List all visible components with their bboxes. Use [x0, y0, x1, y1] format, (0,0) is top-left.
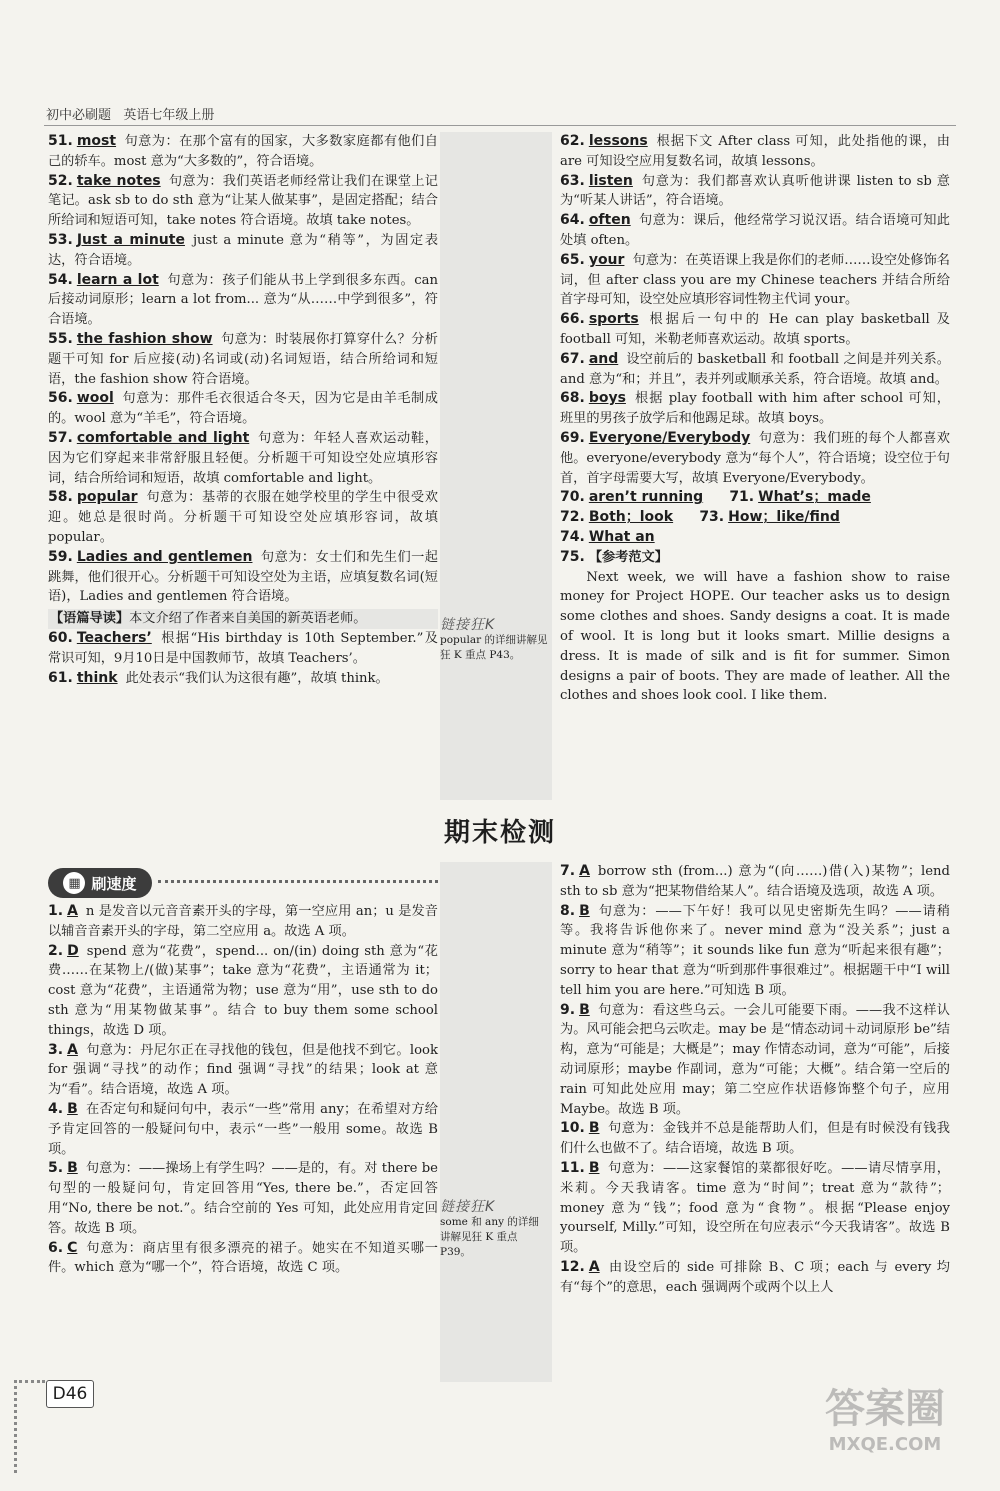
- item-answer: How；like/find: [728, 509, 840, 526]
- item-number: 66.: [560, 311, 585, 328]
- side-note-tag: 链接狂K: [440, 617, 496, 633]
- item-number: 70.: [560, 489, 585, 506]
- item-answer: Ladies and gentlemen: [76, 548, 253, 565]
- item-answer: sports: [588, 311, 639, 328]
- item-answer: Just a minute: [76, 231, 185, 248]
- passage-guide: [48, 609, 438, 629]
- item-answer: take notes: [76, 172, 161, 189]
- item-answer: your: [588, 251, 625, 268]
- item-answer: most: [76, 133, 117, 149]
- item-explanation: 句意为：丹尼尔正在寻找他的钱包，但是他找不到它。look for 强调“寻找”的动作；find 强调“寻找”的结果；look at 意为“看”。结合语境，故选 A 项。: [48, 1042, 438, 1098]
- item-answer: What’s；made: [758, 489, 871, 506]
- item-number: 52.: [48, 172, 73, 189]
- item-number: 68.: [560, 390, 585, 407]
- item-explanation: 此处表示“我们认为这很有趣”，故填 think。: [125, 670, 389, 686]
- item-number: 69.: [560, 429, 585, 446]
- answer-item: [560, 389, 950, 429]
- answer-item: [560, 350, 950, 390]
- item-explanation: 句意为：在那个富有的国家，大多数家庭都有他们自己的轿车。most 意为“大多数的”，符合语境。: [48, 134, 438, 169]
- item-explanation: 句意为：——下午好！我可以见史密斯先生吗？——请稍等。我将告诉他你来了。never mind 意为“没关系”；just a minute 意为“稍等”；it sounds like fun 意为“听起来很有趣”；sorry to hear that 意为“听到那件事很难过”。根据题干中“I will tell him you are here.”可知选 B 项。: [560, 903, 950, 998]
- side-strip-top: [440, 132, 552, 800]
- side-strip-bottom: [440, 862, 552, 1382]
- item-number: 74.: [560, 528, 585, 545]
- item-explanation: spend 意为“花费”，spend... on/(in) doing sth 意为“花费……在某物上/(做)某事”；take 意为“花费”，主语通常为 it；cost 意为“花费”，主语通常为物；use 意为“用”，use sth to do sth 意为“用某物做某事”。结合 to buy them some school things，故选 D 项。: [48, 943, 438, 1038]
- answer-item: [560, 1258, 950, 1298]
- item-explanation: 由设空后的 side 可排除 B、C 项；each 与 every 均有“每个”的意思，each 强调两个或两个以上人: [560, 1259, 950, 1295]
- item-number: 62.: [560, 133, 585, 149]
- answer-item: [48, 902, 438, 942]
- answers-bottom-left: [48, 902, 438, 1278]
- item-answer: B: [588, 1120, 600, 1137]
- dotted-divider: [158, 880, 438, 883]
- item-answer: A: [579, 863, 590, 879]
- answer-item: [560, 172, 950, 212]
- answer-item: [560, 902, 950, 1001]
- item-explanation: 句意为：看这些乌云。一会儿可能要下雨。——我不这样认为。风可能会把乌云吹走。may be 是“情态动词＋动词原形 be”结构，意为“可能是；大概是”；may 作情态动词，意为“可能”，后接动词原形；maybe 作副词，意为“可能；大概”。结合第一空后的 rain 可知此处应用 may；第二空应作状语修饰整个句子，应用 Maybe。故选 B 项。: [560, 1002, 950, 1117]
- item-explanation: borrow sth (from...) 意为“(向……)借(入)某物”；lend sth to sb 意为“把某物借给某人”。结合语境及选项，故选 A 项。: [560, 864, 950, 899]
- item-answer: A: [67, 903, 78, 919]
- header-subject: 英语七年级上册: [123, 108, 215, 123]
- item-number: 9.: [560, 1001, 576, 1018]
- side-note-tag: 链接狂K: [440, 1199, 496, 1215]
- item-explanation: 句意为：孩子们能从书上学到很多东西。can 后接动词原形；learn a lot from... 意为“从……中学到很多”，符合语境。: [48, 272, 438, 328]
- item-explanation: n 是发音以元音音素开头的字母，第一空应用 an；u 是发音以辅音音素开头的字母，第二空应用 a。故选 A 项。: [48, 904, 438, 939]
- answer-item: [560, 862, 950, 902]
- item-explanation: 句意为：女士们和先生们一起跳舞，他们很开心。分析题干可知设空处为主语，应填复数名词(短语)，Ladies and gentlemen 符合语境。: [48, 549, 438, 605]
- item-number: 3.: [48, 1041, 64, 1058]
- item-number: 58.: [48, 489, 73, 506]
- item-answer: Teachers’: [76, 629, 152, 646]
- item-answer: C: [67, 1239, 78, 1256]
- item-number: 73.: [699, 509, 725, 526]
- item-number: 75.: [560, 548, 585, 565]
- item-answer: wool: [76, 390, 114, 407]
- item-explanation: 句意为：课后，他经常学习说汉语。结合语境可知此处填 often。: [560, 213, 950, 248]
- item-number: 55.: [48, 330, 73, 347]
- answer-item: [560, 211, 950, 251]
- side-note-1: [440, 618, 548, 663]
- item-number: 71.: [729, 489, 755, 506]
- item-answer: boys: [588, 390, 626, 407]
- short-answer-row: [560, 508, 950, 528]
- item-answer: B: [579, 902, 590, 919]
- item-explanation: 设空前后的 basketball 和 football 之间是并列关系。and 意为“和；并且”，表并列或顺承关系，符合语境。故填 and。: [560, 351, 950, 387]
- item-explanation: just a minute 意为“稍等”，为固定表达，符合语境。: [48, 232, 438, 268]
- answers-top-left: [48, 132, 438, 688]
- item-number: 11.: [560, 1159, 585, 1176]
- guide-text: 本文介绍了作者来自美国的新英语老师。: [129, 611, 367, 627]
- item-answer: Both；look: [588, 509, 674, 526]
- item-number: 61.: [48, 669, 73, 686]
- item-explanation: 根据后一句中的 He can play basketball 及 football 可知，米勒老师喜欢运动。故填 sports。: [560, 312, 950, 347]
- item-number: 5.: [48, 1160, 64, 1177]
- item-answer: think: [76, 669, 118, 686]
- item-answer: comfortable and light: [76, 429, 250, 446]
- item-explanation: 句意为：年轻人喜欢运动鞋，因为它们穿起来非常舒服且轻便。分析题干可知设空处应填形容词，结合所给词和短语，故填 comfortable and light。: [48, 430, 438, 486]
- item-answer: the fashion show: [76, 330, 213, 347]
- watermark-logo: 答案圈: [825, 1386, 945, 1432]
- item-explanation: 句意为：我们都喜欢认真听他讲课 listen to sb 意为“听某人讲话”，符合语境。: [560, 173, 950, 209]
- page-header: [46, 104, 214, 123]
- item-explanation: 句意为：金钱并不总是能帮助人们，但是有时候没有钱我们什么也做不了。结合语境，故选 B 项。: [560, 1121, 950, 1157]
- item-explanation: 句意为：——操场上有学生吗？——是的，有。对 there be 句型的一般疑问句，肯定回答用“Yes, there be.”，否定回答用“No, there be not.”。结合空前的 Yes 可知，此处应用肯定回答。故选 B 项。: [48, 1161, 438, 1236]
- item-number: 64.: [560, 212, 585, 229]
- item-answer: popular: [76, 489, 138, 506]
- answer-item: [560, 1119, 950, 1159]
- item-explanation: 句意为：时装展你打算穿什么？分析题干可知 for 后应接(动)名词或(动)名词短语，结合所给词和短语，the fashion show 符合语境。: [48, 331, 438, 387]
- answer-item: [48, 231, 438, 271]
- page-number: D46: [46, 1380, 94, 1408]
- answer-item: [48, 669, 438, 689]
- item-number: 7.: [560, 863, 576, 879]
- item-number: 59.: [48, 548, 73, 565]
- item-number: 60.: [48, 629, 73, 646]
- answer-item: [48, 1100, 438, 1159]
- answer-item: [560, 310, 950, 350]
- item-explanation: 句意为：在英语课上我是你们的老师……设空处修饰名词，但 after class you are my Chinese teachers 并结合所给首字母可知，设空处应填形容词性物主代词 your。: [560, 252, 950, 308]
- answer-item: [48, 1159, 438, 1238]
- item-explanation: 在否定句和疑问句中，表示“一些”常用 any；在希望对方给予肯定回答的一般疑问句中，表示“一些”一般用 some。故选 B 项。: [48, 1101, 438, 1157]
- answer-item: [560, 1001, 950, 1120]
- item-number: 56.: [48, 390, 73, 407]
- header-rule: [44, 125, 956, 126]
- answer-item: [48, 132, 438, 172]
- item-number: 67.: [560, 350, 585, 367]
- item-explanation: 句意为：——这家餐馆的菜都很好吃。——请尽情享用，米莉。今天我请客。time 意为“时间”；treat 意为“款待”；money 意为“钱”；food 意为“食物”。根据“Please enjoy yourself, Milly.”可知，设空所在句应表示“今天我请客”。故选 B 项。: [560, 1160, 950, 1256]
- item-number: 57.: [48, 429, 73, 446]
- page-corner-dots: [14, 1380, 45, 1473]
- item-number: 10.: [560, 1120, 585, 1137]
- essay-label: 【参考范文】: [588, 549, 668, 565]
- header-book: 初中必刷题: [46, 108, 112, 123]
- answer-item: [48, 548, 438, 607]
- model-essay: Next week, we will have a fashion show to raise money for Project HOPE. Our teacher asks us to design some clothes and shoes. Sandy designs a coat. It is made of wool. It is long but it looks smart. Millie designs a dress. It is made of silk and is fit for summer. Simon designs a pair of boots. They are made of leather. All the clothes and shoes look cool. I like them.: [560, 569, 950, 704]
- item-explanation: 根据 play football with him after school 可知，班里的男孩子放学后和他踢足球。故填 boys。: [560, 391, 950, 427]
- item-answer: D: [67, 942, 79, 959]
- answer-item: [48, 389, 438, 429]
- item-number: 53.: [48, 231, 73, 248]
- section-title: 期末检测: [443, 818, 556, 848]
- answer-item: [560, 251, 950, 310]
- answers-top-right: [560, 132, 950, 706]
- answer-item: [48, 1041, 438, 1100]
- item-answer: lessons: [588, 133, 648, 149]
- item-explanation: 句意为：基蒂的衣服在她学校里的学生中很受欢迎。她总是很时尚。分析题干可知设空处应填形容词，故填 popular。: [48, 490, 438, 545]
- item-number: 51.: [48, 133, 73, 149]
- item-explanation: 句意为：商店里有很多漂亮的裙子。她实在不知道买哪一件。which 意为“哪一个”，符合语境，故选 C 项。: [48, 1240, 438, 1276]
- item-number: 65.: [560, 251, 585, 268]
- guide-label: 【语篇导读】: [50, 611, 130, 627]
- item-explanation: 句意为：我们班的每个人都喜欢他。everyone/everybody 意为“每个人”，符合语境；设空位于句首，首字母需要大写，故填 Everyone/Everybody。: [560, 430, 950, 486]
- item-answer: B: [67, 1160, 78, 1177]
- book-icon: ▦: [63, 872, 85, 894]
- item-answer: B: [579, 1001, 590, 1018]
- item-answer: A: [67, 1041, 78, 1058]
- item-number: 54.: [48, 271, 73, 288]
- answer-item: [48, 271, 438, 330]
- item-answer: listen: [588, 172, 633, 189]
- item-answer: often: [588, 212, 631, 229]
- item-explanation: 根据“His birthday is 10th September.”及常识可知，9月10日是中国教师节，故填 Teachers’。: [48, 630, 438, 666]
- item-answer: B: [67, 1100, 78, 1117]
- short-answer-row: [560, 528, 950, 548]
- item-answer: A: [588, 1258, 600, 1275]
- item-number: 72.: [560, 509, 585, 526]
- item-explanation: 根据下文 After class 可知，此处指他的课，由 are 可知设空应用复数名词，故填 lessons。: [560, 134, 950, 169]
- badge-label: 刷速度: [91, 874, 137, 893]
- item-answer: B: [588, 1159, 600, 1176]
- item-explanation: 句意为：我们英语老师经常让我们在课堂上记笔记。ask sb to do sth 意为“让某人做某事”，是固定搭配；结合所给词和短语可知，take notes 符合语境。故填 take notes。: [48, 173, 438, 229]
- item-number: 2.: [48, 942, 64, 959]
- item-number: 6.: [48, 1239, 64, 1256]
- item-number: 12.: [560, 1258, 585, 1275]
- answer-item: [560, 132, 950, 172]
- answer-item: [48, 429, 438, 488]
- answer-item: [48, 942, 438, 1041]
- item-explanation: 句意为：那件毛衣很适合冬天，因为它是由羊毛制成的。wool 意为“羊毛”，符合语境。: [48, 391, 438, 427]
- item-number: 1.: [48, 903, 64, 919]
- item-answer: aren’t running: [588, 489, 704, 506]
- item-answer: What an: [588, 528, 655, 545]
- answer-item: [48, 172, 438, 231]
- item-number: 4.: [48, 1100, 64, 1117]
- short-answer-row: [560, 488, 950, 508]
- answers-bottom-right: [560, 862, 950, 1298]
- item-answer: Everyone/Everybody: [588, 429, 751, 446]
- answer-item: [560, 429, 950, 488]
- essay-heading: [560, 548, 950, 568]
- answer-item: [48, 488, 438, 547]
- answer-item: [560, 1159, 950, 1258]
- item-number: 8.: [560, 902, 576, 919]
- item-number: 63.: [560, 172, 585, 189]
- side-note-2: [440, 1200, 548, 1260]
- item-answer: learn a lot: [76, 271, 159, 288]
- answer-item: [48, 629, 438, 669]
- item-answer: and: [588, 350, 619, 367]
- answer-item: [48, 330, 438, 389]
- speed-badge: [48, 868, 152, 898]
- watermark: [810, 1377, 960, 1467]
- watermark-url: MXQE.COM: [828, 1434, 942, 1455]
- side-note-text: popular 的详细讲解见狂 K 重点 P43。: [440, 634, 548, 661]
- side-note-text: some 和 any 的详细讲解见狂 K 重点 P39。: [440, 1216, 539, 1258]
- answer-item: [48, 1239, 438, 1279]
